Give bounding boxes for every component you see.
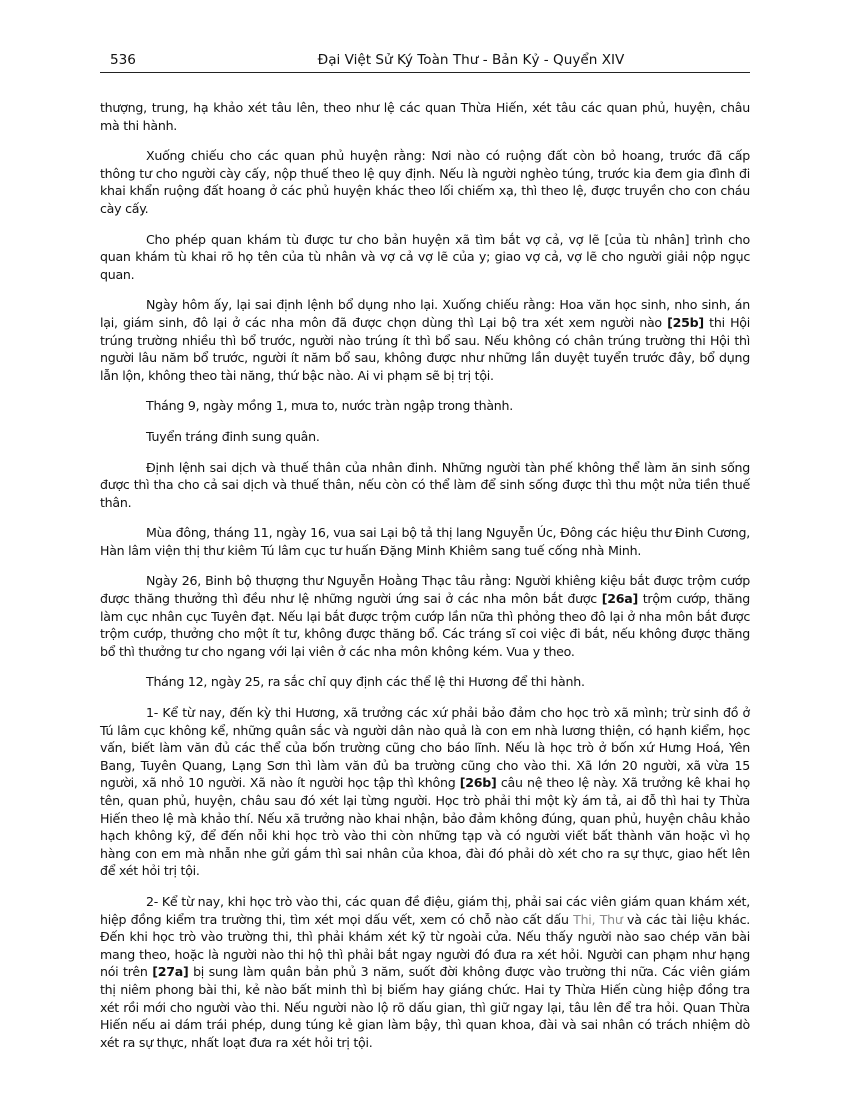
highlighted-term: Thi, Thư (573, 911, 623, 927)
paragraph (100, 704, 750, 880)
text-run: 2- Kể từ nay, khi học trò vào thi, các quan đề điệu, giám thị, phải sai các viên giám quan khám xét, hiệp đồng kiểm tra trường thi, tìm xét mọi dấu vết, xem có chỗ nào cất dấu (100, 893, 750, 927)
paragraph: thượng, trung, hạ khảo xét tâu lên, theo như lệ các quan Thừa Hiến, xét tâu các quan phủ, huyện, châu mà thi hành. (100, 100, 750, 133)
page-header (100, 46, 750, 72)
text-run: bị sung làm quân bản phủ 3 năm, suốt đời không được vào trường thi nữa. Các viên giám thị niêm phong bài thi, kẻ nào bất minh thì bị biếm hay giáng chức. Hai ty Thừa Hiến cùng hiệp đồng tra xét rồi mới cho người vào thi. Nếu người nào lộ rõ dấu gian, thì giữ ngay lại, tâu lên để tra hỏi. Quan Thừa Hiến nếu ai dám trái phép, dung túng kẻ gian làm bậy, thì quan khoa, đài và sai nhân có trách nhiệm dò xét ra sự thực, nhất loạt đưa ra xét hỏi trị tội. (100, 964, 750, 1050)
folio-marker: [26b] (459, 775, 497, 791)
running-title: Đại Việt Sử Ký Toàn Thư - Bản Kỷ - Quyển XIV (317, 52, 625, 68)
header-rule (100, 72, 750, 73)
text-run: Ngày 26, Binh bộ thượng thư Nguyễn Hoằng Thạc tâu rằng: Người khiêng kiệu bắt được trộm cướp được thăng thưởng thì đều như lệ những người ứng sai ở các nha môn bắt được (100, 573, 750, 607)
paragraph: Xuống chiếu cho các quan phủ huyện rằng: Nơi nào có ruộng đất còn bỏ hoang, trước đã cấp thông tư cho người cày cấy, nộp thuế theo lệ quy định. Nếu là người nghèo túng, trước kia đem gia đình đi khai khẩn ruộng đất hoang ở các phủ huyện khác theo lối chiếm xạ, thì theo lệ, được truyền cho con cháu cày cấy. (100, 148, 750, 216)
folio-marker: [27a] (152, 964, 189, 980)
text-run: câu nệ theo lệ này. Xã trưởng kê khai họ tên, quan phủ, huyện, châu sau đó xét lại từng người. Học trò phải thi một kỳ ám tả, ai đỗ thì hai ty Thừa Hiến theo lệ mà khảo thí. Nếu xã trưởng nào khai nhận, bảo đảm không đúng, quan phủ, huyện châu khảo hạch không kỹ, để đến nỗi khi học trò vào thi còn những tạp và có người viết bất thành văn hoặc vì họ hàng con em mà nhẫn nhe gửi gắm thì sai nhân của khoa, đài đó phải dò xét cho ra sự thực, giao hết lên để xét hỏi trị tội. (100, 775, 750, 879)
text-run: 1- Kể từ nay, đến kỳ thi Hương, xã trưởng các xứ phải bảo đảm cho học trò xã mình; trừ sinh đồ ở Tú lâm cục không kể, những quân sắc và người dân nào quả là con em nhà lương thiện, có hạnh kiểm, học vấn, biết làm văn đủ các thể của bốn trường cũng cho báo lĩnh. Nếu là học trò ở bốn xứ Hưng Hoá, Yên Bang, Tuyên Quang, Lạng Sơn thì làm văn đủ ba trường cũng cho vào thi. Xã lớn 20 người, xã vừa 15 người, xã nhỏ 10 người. Xã nào ít người học tập thì không (100, 705, 750, 791)
paragraph: Tuyển tráng đinh sung quân. (146, 428, 320, 444)
paragraph: Mùa đông, tháng 11, ngày 16, vua sai Lại bộ tả thị lang Nguyễn Úc, Đông các hiệu thư Đinh Cương, Hàn lâm viện thị thư kiêm Tú lâm cục tư huấn Đặng Minh Khiêm sang tuế cống nhà Minh. (100, 525, 750, 558)
paragraph: Tháng 12, ngày 25, ra sắc chỉ quy định các thể lệ thi Hương để thi hành. (146, 674, 585, 690)
paragraph (100, 296, 750, 384)
folio-marker: [26a] (601, 591, 638, 607)
paragraph (100, 572, 750, 660)
paragraph: Định lệnh sai dịch và thuế thân của nhân đinh. Những người tàn phế không thể làm ăn sinh sống được thì tha cho cả sai dịch và thuế thân, nếu còn có thể làm để sinh sống được thì thu một nửa tiền thuế thân. (100, 459, 750, 510)
text-run: thi Hội trúng trường nhiều thì bổ trước, người nào trúng ít thì bổ sau. Nếu không có chân trúng trường thi Hội thì người lâu năm bổ trước, người ít năm bổ sau, không được như những lần duyệt tuyển trước đây, bổ dụng lẫn lộn, không theo tài năng, thứ bậc nào. Ai vi phạm sẽ bị trị tội. (100, 314, 750, 383)
paragraph (100, 893, 750, 1051)
paragraph: Cho phép quan khám tù được tư cho bản huyện xã tìm bắt vợ cả, vợ lẽ [của tù nhân] trình cho quan khám tù khai rõ họ tên của tù nhân và vợ cả vợ lẽ của y; giao vợ cả, vợ lẽ cho người giải nộp ngục quan. (100, 231, 750, 282)
paragraph: Tháng 9, ngày mồng 1, mưa to, nước tràn ngập trong thành. (146, 398, 513, 414)
page-number: 536 (110, 52, 136, 68)
folio-marker: [25b] (667, 314, 704, 330)
text-run: và các tài liệu khác. Đến khi học trò vào trường thi, thì phải khám xét kỹ từ ngoài cửa. Nếu thấy người nào sao chép văn bài mang theo, hoặc là người nào thi hộ thì phải bắt ngay người đó đưa ra xét hỏi. Người can phạm như hạng nói trên (100, 911, 751, 980)
body-text (100, 99, 750, 1064)
text-run: trộm cướp, thăng làm cục nhân cục Tuyên đạt. Nếu lại bắt được trộm cướp lần nữa thì phỏng theo đô lại ở nha môn bắt được trộm cướp, thưởng cho một ít tư, không được thăng bổ. Các tráng sĩ coi việc đi bắt, nếu không được thăng bổ thì thưởng tư cho ngang với lại viên ở các nha môn không kém. Vua y theo. (100, 591, 750, 659)
text-run: Ngày hôm ấy, lại sai định lệnh bổ dụng nho lại. Xuống chiếu rằng: Hoa văn học sinh, nho sinh, án lại, giám sinh, đô lại ở các nha môn đã được chọn dùng thì Lại bộ tra xét xem người nào (100, 297, 750, 330)
